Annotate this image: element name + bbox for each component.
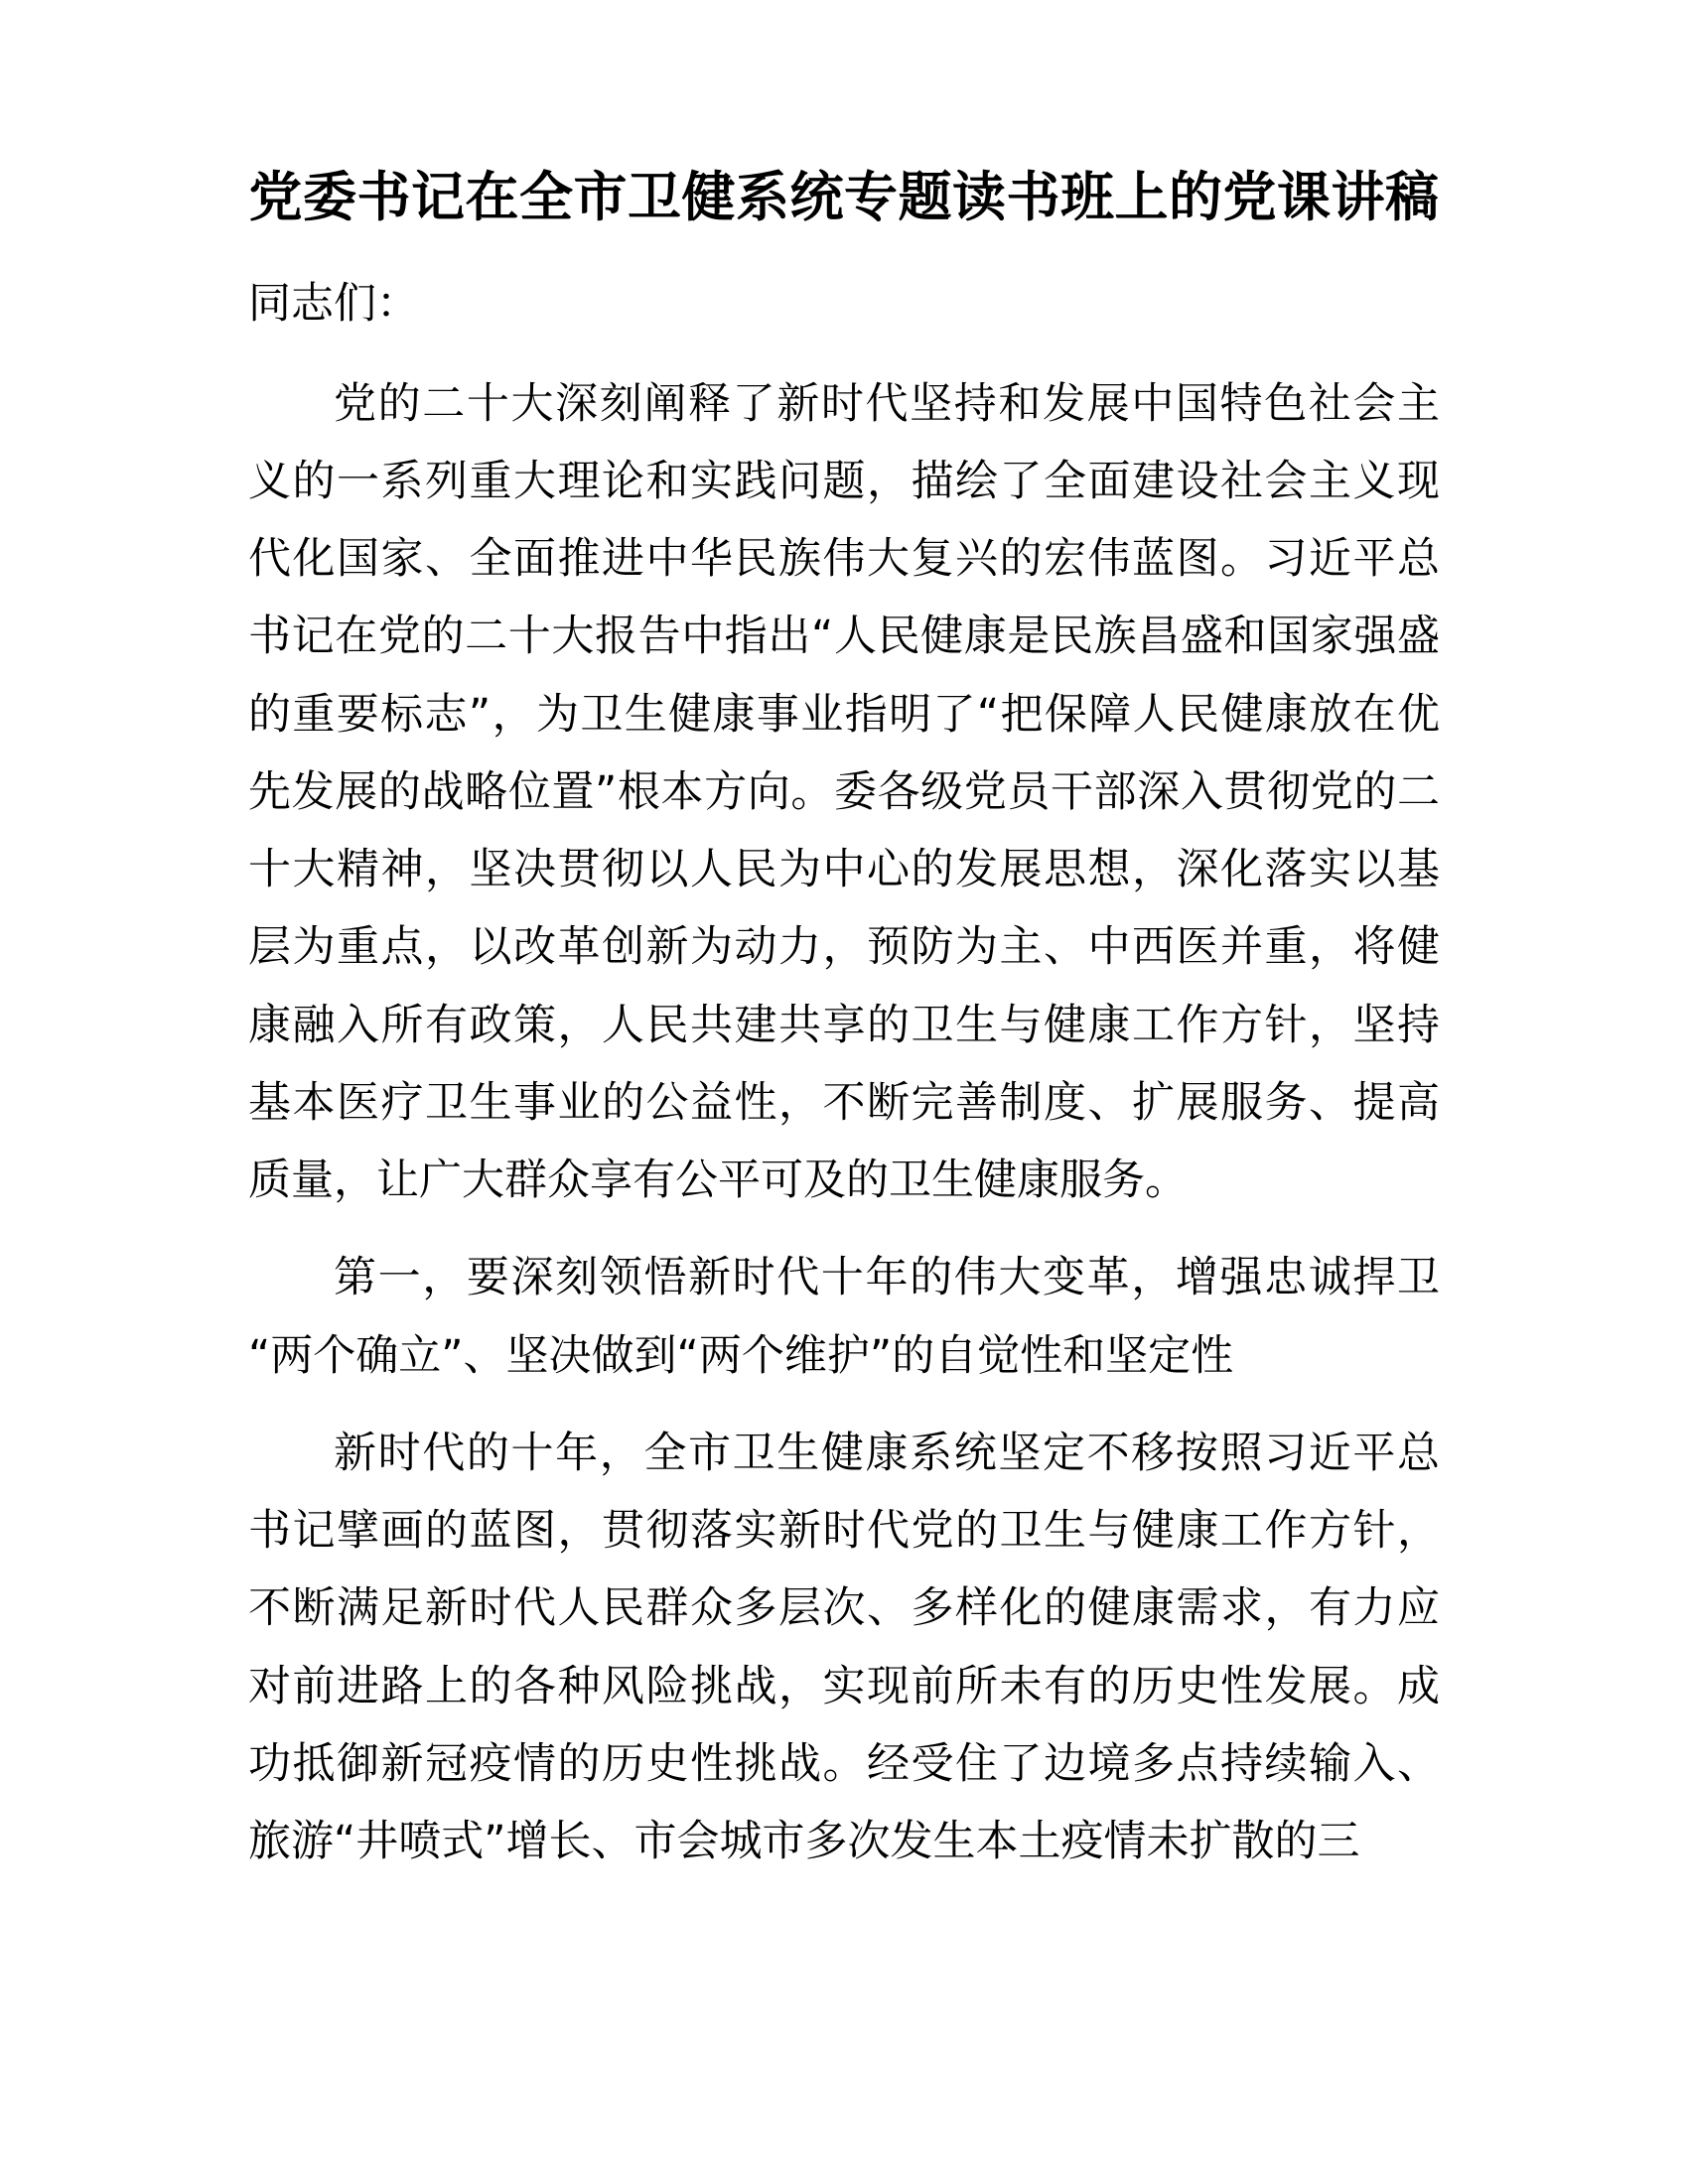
salutation-line: 同志们：: [248, 279, 419, 330]
paragraph-decade-achievements: 新时代的十年，全市卫生健康系统坚定不移按照习近平总书记擘画的蓝图，贯彻落实新时代党的卫生与健康工作方针，不断满足新时代人民群众多层次、多样化的健康需求，有力应对前进路上的各种风险挑战，实现前所未有的历史性发展。成功抵御新冠疫情的历史性挑战。经受住了边境多点持续输入、旅游“井喷式”增长、市会城市多次发生本土疫情未扩散的三: [248, 1428, 1440, 1867]
document-title: 党委书记在全市卫健系统专题读书班上的党课讲稿: [248, 166, 1440, 228]
paragraph-opening-statement: 党的二十大深刻阐释了新时代坚持和发展中国特色社会主义的一系列重大理论和实践问题，描绘了全面建设社会主义现代化国家、全面推进中华民族伟大复兴的宏伟蓝图。习近平总书记在党的二十大报告中指出“人民健康是民族昌盛和国家强盛的重要标志”，为卫生健康事业指明了“把保障人民健康放在优先发展的战略位置”根本方向。委各级党员干部深入贯彻党的二十大精神，坚决贯彻以人民为中心的发展思想，深化落实以基层为重点，以改革创新为动力，预防为主、中西医并重，将健康融入所有政策，人民共建共享的卫生与健康工作方针，坚持基本医疗卫生事业的公益性，不断完善制度、扩展服务、提高质量，让广大群众享有公平可及的卫生健康服务。: [248, 378, 1440, 1206]
page-text-column: [248, 0, 1440, 1880]
paragraph-section-heading-one: 第一，要深刻领悟新时代十年的伟大变革，增强忠诚捍卫“两个确立”、坚决做到“两个维护”的自觉性和坚定性: [248, 1253, 1440, 1381]
